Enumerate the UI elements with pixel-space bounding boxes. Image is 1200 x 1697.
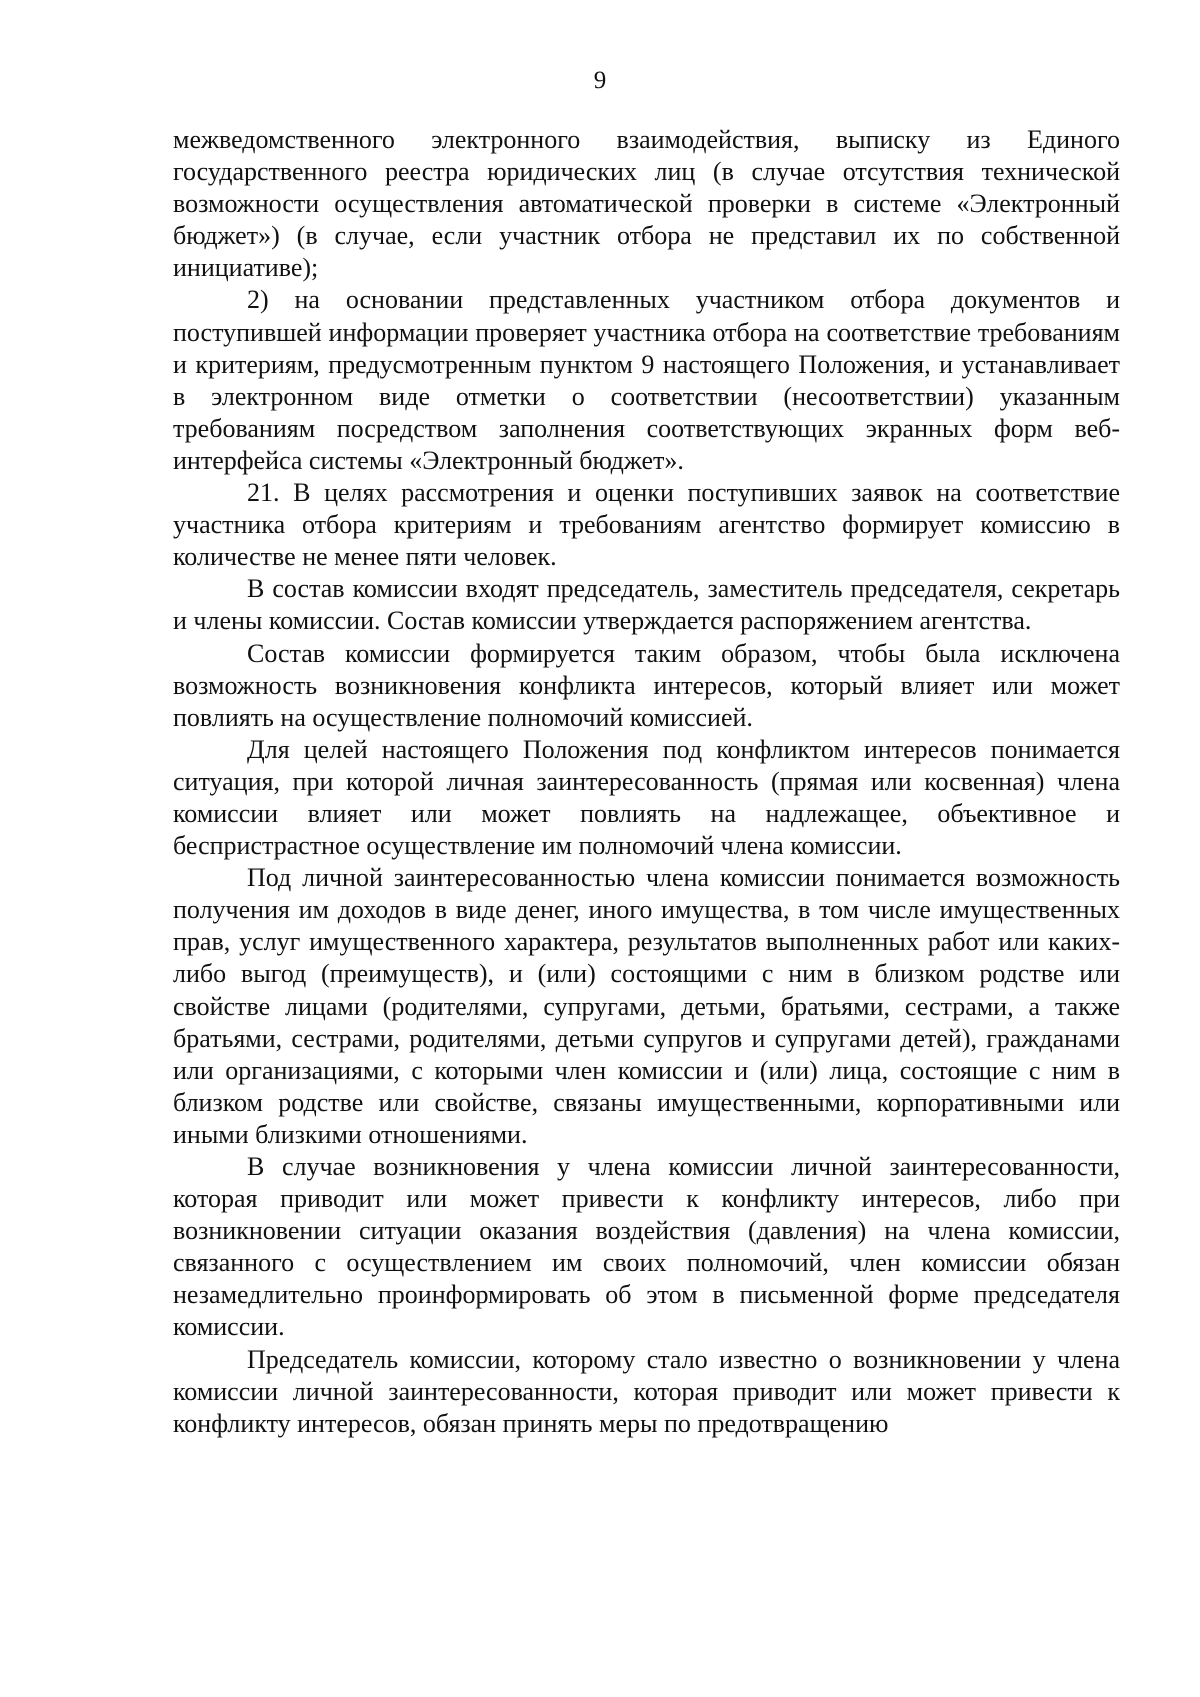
paragraph: Для целей настоящего Положения под конфликтом интересов понимается ситуация, при которой личная заинтересованность (прямая или косвенная) члена комиссии влияет или может повлиять на надлежащее, объективное и беспристрастное осуществление им полномочий члена комиссии. — [173, 734, 1120, 861]
page-number: 9 — [593, 67, 607, 94]
paragraph: 2) на основании представленных участником отбора документов и поступившей информации проверяет участника отбора на соответствие требованиям и критериям, предусмотренным пунктом 9 настоящего Положения, и устанавливает в электронном виде отметки о соответствии (несоответствии) указанным требованиям посредством заполнения соответствующих экранных форм веб-интерфейса системы «Электронный бюджет». — [173, 285, 1120, 475]
paragraph: Председатель комиссии, которому стало известно о возникновении у члена комиссии личной заинтересованности, которая приводит или может привести к конфликту интересов, обязан принять меры по предотвращению — [173, 1344, 1120, 1438]
paragraph: В случае возникновения у члена комиссии личной заинтересованности, которая приводит или может привести к конфликту интересов, либо при возникновении ситуации оказания воздействия (давления) на члена комиссии, связанного с осуществлением им своих полномочий, член комиссии обязан незамедлительно проинформировать об этом в письменной форме председателя комиссии. — [173, 1152, 1120, 1342]
paragraph: В состав комиссии входят председатель, заместитель председателя, секретарь и члены комиссии. Состав комиссии утверждается распоряжением агентства. — [173, 574, 1120, 636]
document-body — [173, 124, 1120, 1440]
paragraph: 21. В целях рассмотрения и оценки поступивших заявок на соответствие участника отбора критериям и требованиям агентство формирует комиссию в количестве не менее пяти человек. — [173, 478, 1120, 572]
paragraph: Под личной заинтересованностью члена комиссии понимается возможность получения им доходов в виде денег, иного имущества, в том числе имущественных прав, услуг имущественного характера, результатов выполненных работ или каких-либо выгод (преимуществ), и (или) состоящими с ним в близком родстве или свойстве лицами (родителями, супругами, детьми, братьями, сестрами, а также братьями, сестрами, родителями, детьми супругов и супругами детей), гражданами или организациями, с которыми член комиссии и (или) лица, состоящие с ним в близком родстве или свойстве, связаны имущественными, корпоративными или иными близкими отношениями. — [173, 863, 1120, 1149]
paragraph: межведомственного электронного взаимодействия, выписку из Единого государственного реестра юридических лиц (в случае отсутствия технической возможности осуществления автоматической проверки в системе «Электронный бюджет») (в случае, если участник отбора не представил их по собственной инициативе); — [173, 125, 1120, 283]
paragraph: Состав комиссии формируется таким образом, чтобы была исключена возможность возникновения конфликта интересов, который влияет или может повлиять на осуществление полномочий комиссией. — [173, 638, 1120, 732]
